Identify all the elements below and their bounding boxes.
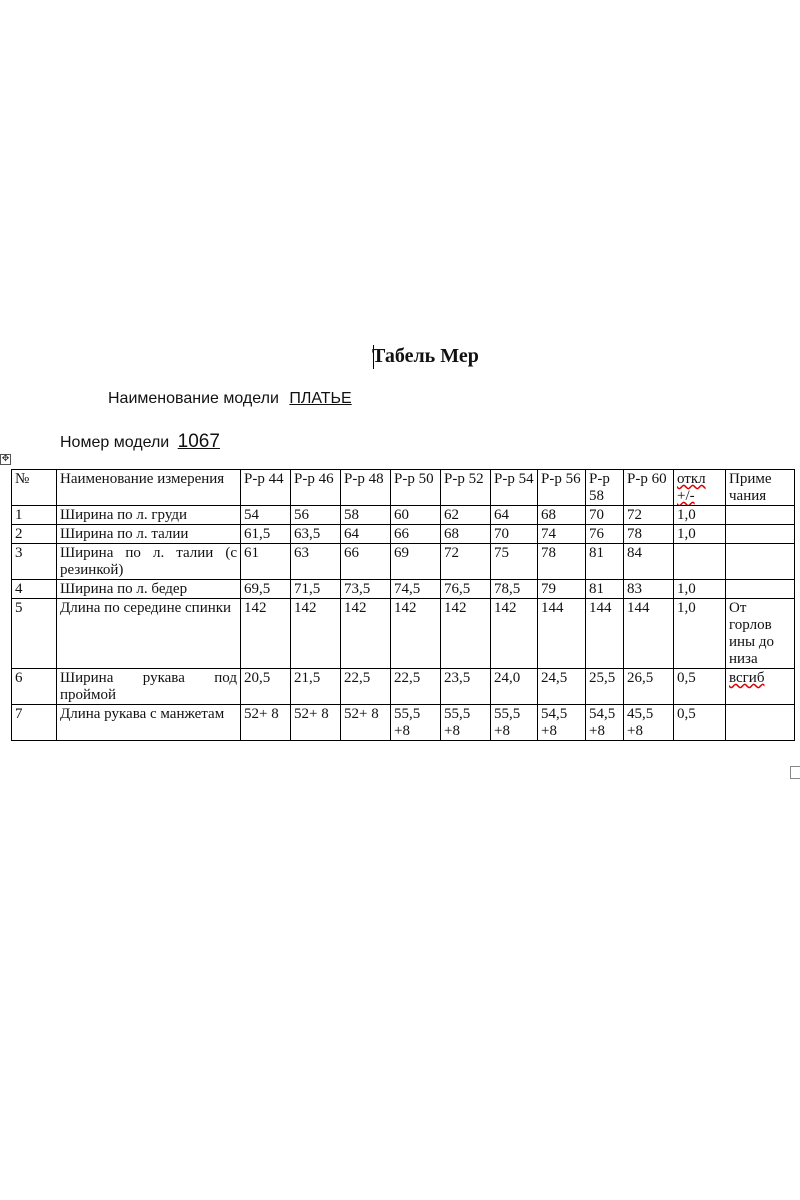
header-tolerance-text: откл +/- (677, 471, 706, 504)
row-number-cell: 7 (12, 705, 57, 741)
measurement-name-cell: Ширина по л. бедер (57, 580, 241, 599)
note-cell (726, 506, 795, 525)
size-value-cell: 76,5 (441, 580, 491, 599)
size-value-cell: 144 (586, 599, 624, 669)
header-cell: Приме чания (726, 470, 795, 506)
tolerance-cell (674, 544, 726, 580)
size-value-cell: 72 (624, 506, 674, 525)
size-value-cell: 74 (538, 525, 586, 544)
size-value-cell: 69,5 (241, 580, 291, 599)
size-value-cell: 79 (538, 580, 586, 599)
header-cell: Р-р 48 (341, 470, 391, 506)
model-name-value: ПЛАТЬЕ (289, 390, 352, 407)
page-title: Табель Мер (372, 345, 479, 367)
size-value-cell: 142 (491, 599, 538, 669)
size-value-cell: 24,5 (538, 669, 586, 705)
size-value-cell: 22,5 (391, 669, 441, 705)
size-value-cell: 61,5 (241, 525, 291, 544)
note-cell: От горлов ины до низа (726, 599, 795, 669)
size-value-cell: 56 (291, 506, 341, 525)
size-value-cell: 142 (391, 599, 441, 669)
measurement-name-cell: Длина по середине спинки (57, 599, 241, 669)
size-value-cell: 74,5 (391, 580, 441, 599)
size-value-cell: 70 (491, 525, 538, 544)
size-value-cell: 81 (586, 580, 624, 599)
size-value-cell: 142 (241, 599, 291, 669)
size-value-cell: 58 (341, 506, 391, 525)
size-value-cell: 55,5 +8 (491, 705, 538, 741)
header-cell: Р-р 44 (241, 470, 291, 506)
model-number-label: Номер модели (60, 434, 170, 451)
header-cell: Р-р 46 (291, 470, 341, 506)
tolerance-cell: 0,5 (674, 669, 726, 705)
size-value-cell: 62 (441, 506, 491, 525)
tolerance-cell: 1,0 (674, 580, 726, 599)
note-cell (726, 580, 795, 599)
size-value-cell: 142 (441, 599, 491, 669)
model-number-line (60, 431, 220, 453)
size-value-cell: 75 (491, 544, 538, 580)
size-value-cell: 61 (241, 544, 291, 580)
size-value-cell: 78,5 (491, 580, 538, 599)
table-header-row (12, 470, 795, 506)
size-value-cell: 78 (624, 525, 674, 544)
header-cell (674, 470, 726, 506)
size-value-cell: 54,5 +8 (586, 705, 624, 741)
row-number-cell: 2 (12, 525, 57, 544)
note-cell (726, 705, 795, 741)
model-name-label: Наименование модели (108, 390, 279, 407)
measurement-name-cell: Ширина по л. талии (57, 525, 241, 544)
header-cell: № (12, 470, 57, 506)
size-value-cell: 52+ 8 (341, 705, 391, 741)
size-value-cell: 63 (291, 544, 341, 580)
row-number-cell: 1 (12, 506, 57, 525)
size-value-cell: 64 (341, 525, 391, 544)
note-cell (726, 525, 795, 544)
table-resize-handle[interactable] (790, 766, 800, 779)
size-value-cell: 26,5 (624, 669, 674, 705)
tolerance-cell: 1,0 (674, 525, 726, 544)
table-row (12, 669, 795, 705)
size-value-cell: 144 (538, 599, 586, 669)
size-value-cell: 84 (624, 544, 674, 580)
row-number-cell: 4 (12, 580, 57, 599)
size-value-cell: 23,5 (441, 669, 491, 705)
size-value-cell: 69 (391, 544, 441, 580)
table-row (12, 544, 795, 580)
size-value-cell: 20,5 (241, 669, 291, 705)
size-value-cell: 73,5 (341, 580, 391, 599)
measurements-table (11, 469, 795, 741)
table-row (12, 580, 795, 599)
size-value-cell: 142 (341, 599, 391, 669)
size-value-cell: 63,5 (291, 525, 341, 544)
size-value-cell: 83 (624, 580, 674, 599)
measurement-name-cell: Длина рукава с манжетам (57, 705, 241, 741)
size-value-cell: 52+ 8 (291, 705, 341, 741)
size-value-cell: 45,5 +8 (624, 705, 674, 741)
table-move-handle-icon[interactable]: ✥ (1, 454, 10, 464)
row-number-cell: 5 (12, 599, 57, 669)
size-value-cell: 25,5 (586, 669, 624, 705)
header-cell: Р-р 52 (441, 470, 491, 506)
size-value-cell: 52+ 8 (241, 705, 291, 741)
table-row (12, 705, 795, 741)
note-cell: всгиб (726, 669, 795, 705)
size-value-cell: 76 (586, 525, 624, 544)
table-row (12, 525, 795, 544)
size-value-cell: 60 (391, 506, 441, 525)
size-value-cell: 70 (586, 506, 624, 525)
size-value-cell: 64 (491, 506, 538, 525)
size-value-cell: 71,5 (291, 580, 341, 599)
size-value-cell: 22,5 (341, 669, 391, 705)
size-value-cell: 72 (441, 544, 491, 580)
size-value-cell: 55,5 +8 (391, 705, 441, 741)
size-value-cell: 66 (341, 544, 391, 580)
header-cell: Р-р 54 (491, 470, 538, 506)
size-value-cell: 142 (291, 599, 341, 669)
size-value-cell: 81 (586, 544, 624, 580)
size-value-cell: 68 (441, 525, 491, 544)
measurement-name-cell: Ширина по л. талии (с резинкой) (57, 544, 241, 580)
size-value-cell: 144 (624, 599, 674, 669)
size-value-cell: 54 (241, 506, 291, 525)
table-row (12, 599, 795, 669)
model-number-value: 1067 (177, 431, 220, 452)
tolerance-cell: 0,5 (674, 705, 726, 741)
size-value-cell: 55,5 +8 (441, 705, 491, 741)
tolerance-cell: 1,0 (674, 506, 726, 525)
size-value-cell: 68 (538, 506, 586, 525)
note-cell (726, 544, 795, 580)
header-cell: Р-р 50 (391, 470, 441, 506)
row-number-cell: 6 (12, 669, 57, 705)
table-row (12, 506, 795, 525)
header-cell: Р-р 60 (624, 470, 674, 506)
size-value-cell: 78 (538, 544, 586, 580)
header-cell: Наименование измерения (57, 470, 241, 506)
size-value-cell: 66 (391, 525, 441, 544)
measurement-name-cell: Ширина рукава под проймой (57, 669, 241, 705)
size-value-cell: 24,0 (491, 669, 538, 705)
header-cell: Р-р 58 (586, 470, 624, 506)
header-cell: Р-р 56 (538, 470, 586, 506)
row-number-cell: 3 (12, 544, 57, 580)
tolerance-cell: 1,0 (674, 599, 726, 669)
size-value-cell: 21,5 (291, 669, 341, 705)
measurement-name-cell: Ширина по л. груди (57, 506, 241, 525)
size-value-cell: 54,5 +8 (538, 705, 586, 741)
model-name-line (108, 390, 352, 408)
